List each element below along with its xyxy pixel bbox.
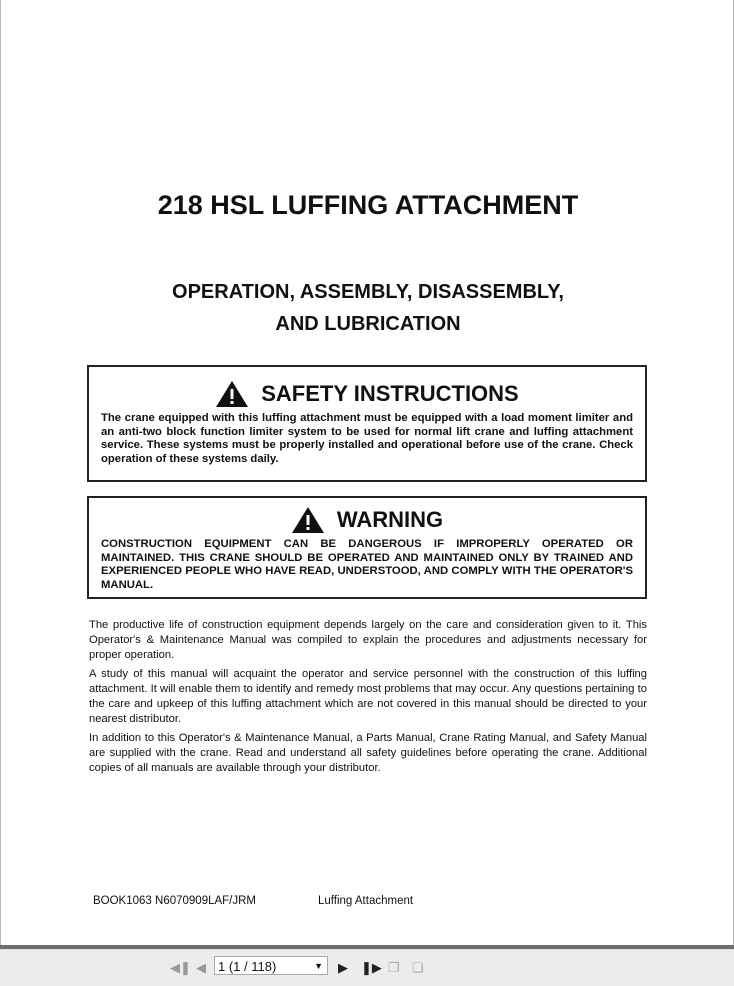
- last-page-icon[interactable]: ❚▶: [361, 960, 382, 975]
- chevron-down-icon: ▼: [314, 961, 323, 971]
- document-subtitle: [1, 276, 734, 340]
- paragraph: In addition to this Operator's & Maintenance Manual, a Parts Manual, Crane Rating Manual, and Safety Manual are supplied with the crane. Read and understand all safety guidelines before operating the crane. Additional copies of all manuals are available through your distributor.: [89, 732, 647, 774]
- page-select[interactable]: [214, 956, 328, 975]
- first-page-icon[interactable]: ◀❚: [170, 960, 191, 975]
- footer-book-id: BOOK1063 N6070909LAF/JRM: [93, 895, 257, 907]
- safety-instructions-box: [87, 365, 647, 482]
- warning-triangle-icon: [215, 380, 249, 408]
- safety-text: The crane equipped with this luffing attachment must be equipped with a load moment limiter and an anti-two block function limiter system to be used for normal lift crane and luffing attachment service. These systems must be properly installed and operational before use of the crane. Check operation of these systems daily.: [101, 412, 633, 465]
- warning-text: CONSTRUCTION EQUIPMENT CAN BE DANGEROUS IF IMPROPERLY OPERATED OR MAINTAINED. THIS CRANE SHOULD BE OPERATED AND MAINTAINED ONLY BY TRAINED AND EXPERIENCED PEOPLE WHO HAVE READ, UNDERSTOOD, AND COMPLY WITH THE OPERATOR'S MANUAL.: [101, 538, 633, 591]
- safety-heading: SAFETY INSTRUCTIONS: [261, 381, 519, 406]
- footer-section: Luffing Attachment: [318, 895, 414, 907]
- subtitle-line: AND LUBRICATION: [275, 313, 461, 335]
- warning-heading: WARNING: [336, 507, 444, 532]
- next-page-icon[interactable]: ▶: [338, 960, 348, 975]
- previous-page-icon[interactable]: ◀: [196, 960, 206, 975]
- body-text: [89, 618, 647, 780]
- viewer-toolbar: [0, 949, 734, 986]
- subtitle-line: OPERATION, ASSEMBLY, DISASSEMBLY,: [172, 281, 564, 303]
- warning-triangle-icon: [291, 506, 325, 534]
- paragraph: A study of this manual will acquaint the operator and service personnel with the construction of this luffing attachment. It will enable them to identify and remedy most problems that may occur. Any questions pertaining to the care and upkeep of this luffing attachment which are not covered in this manual should be directed to your nearest distributor.: [89, 668, 647, 725]
- paragraph: The productive life of construction equipment depends largely on the care and consideration given to it. This Operator's & Maintenance Manual was compiled to explain the procedures and adjustments necessary for proper operation.: [89, 619, 647, 661]
- warning-box: [87, 496, 647, 599]
- single-page-view-icon[interactable]: ❐: [388, 960, 400, 975]
- document-title: 218 HSL LUFFING ATTACHMENT: [157, 190, 579, 220]
- two-page-view-icon[interactable]: ❏: [412, 960, 424, 975]
- page-select-value: 1 (1 / 118): [218, 959, 277, 974]
